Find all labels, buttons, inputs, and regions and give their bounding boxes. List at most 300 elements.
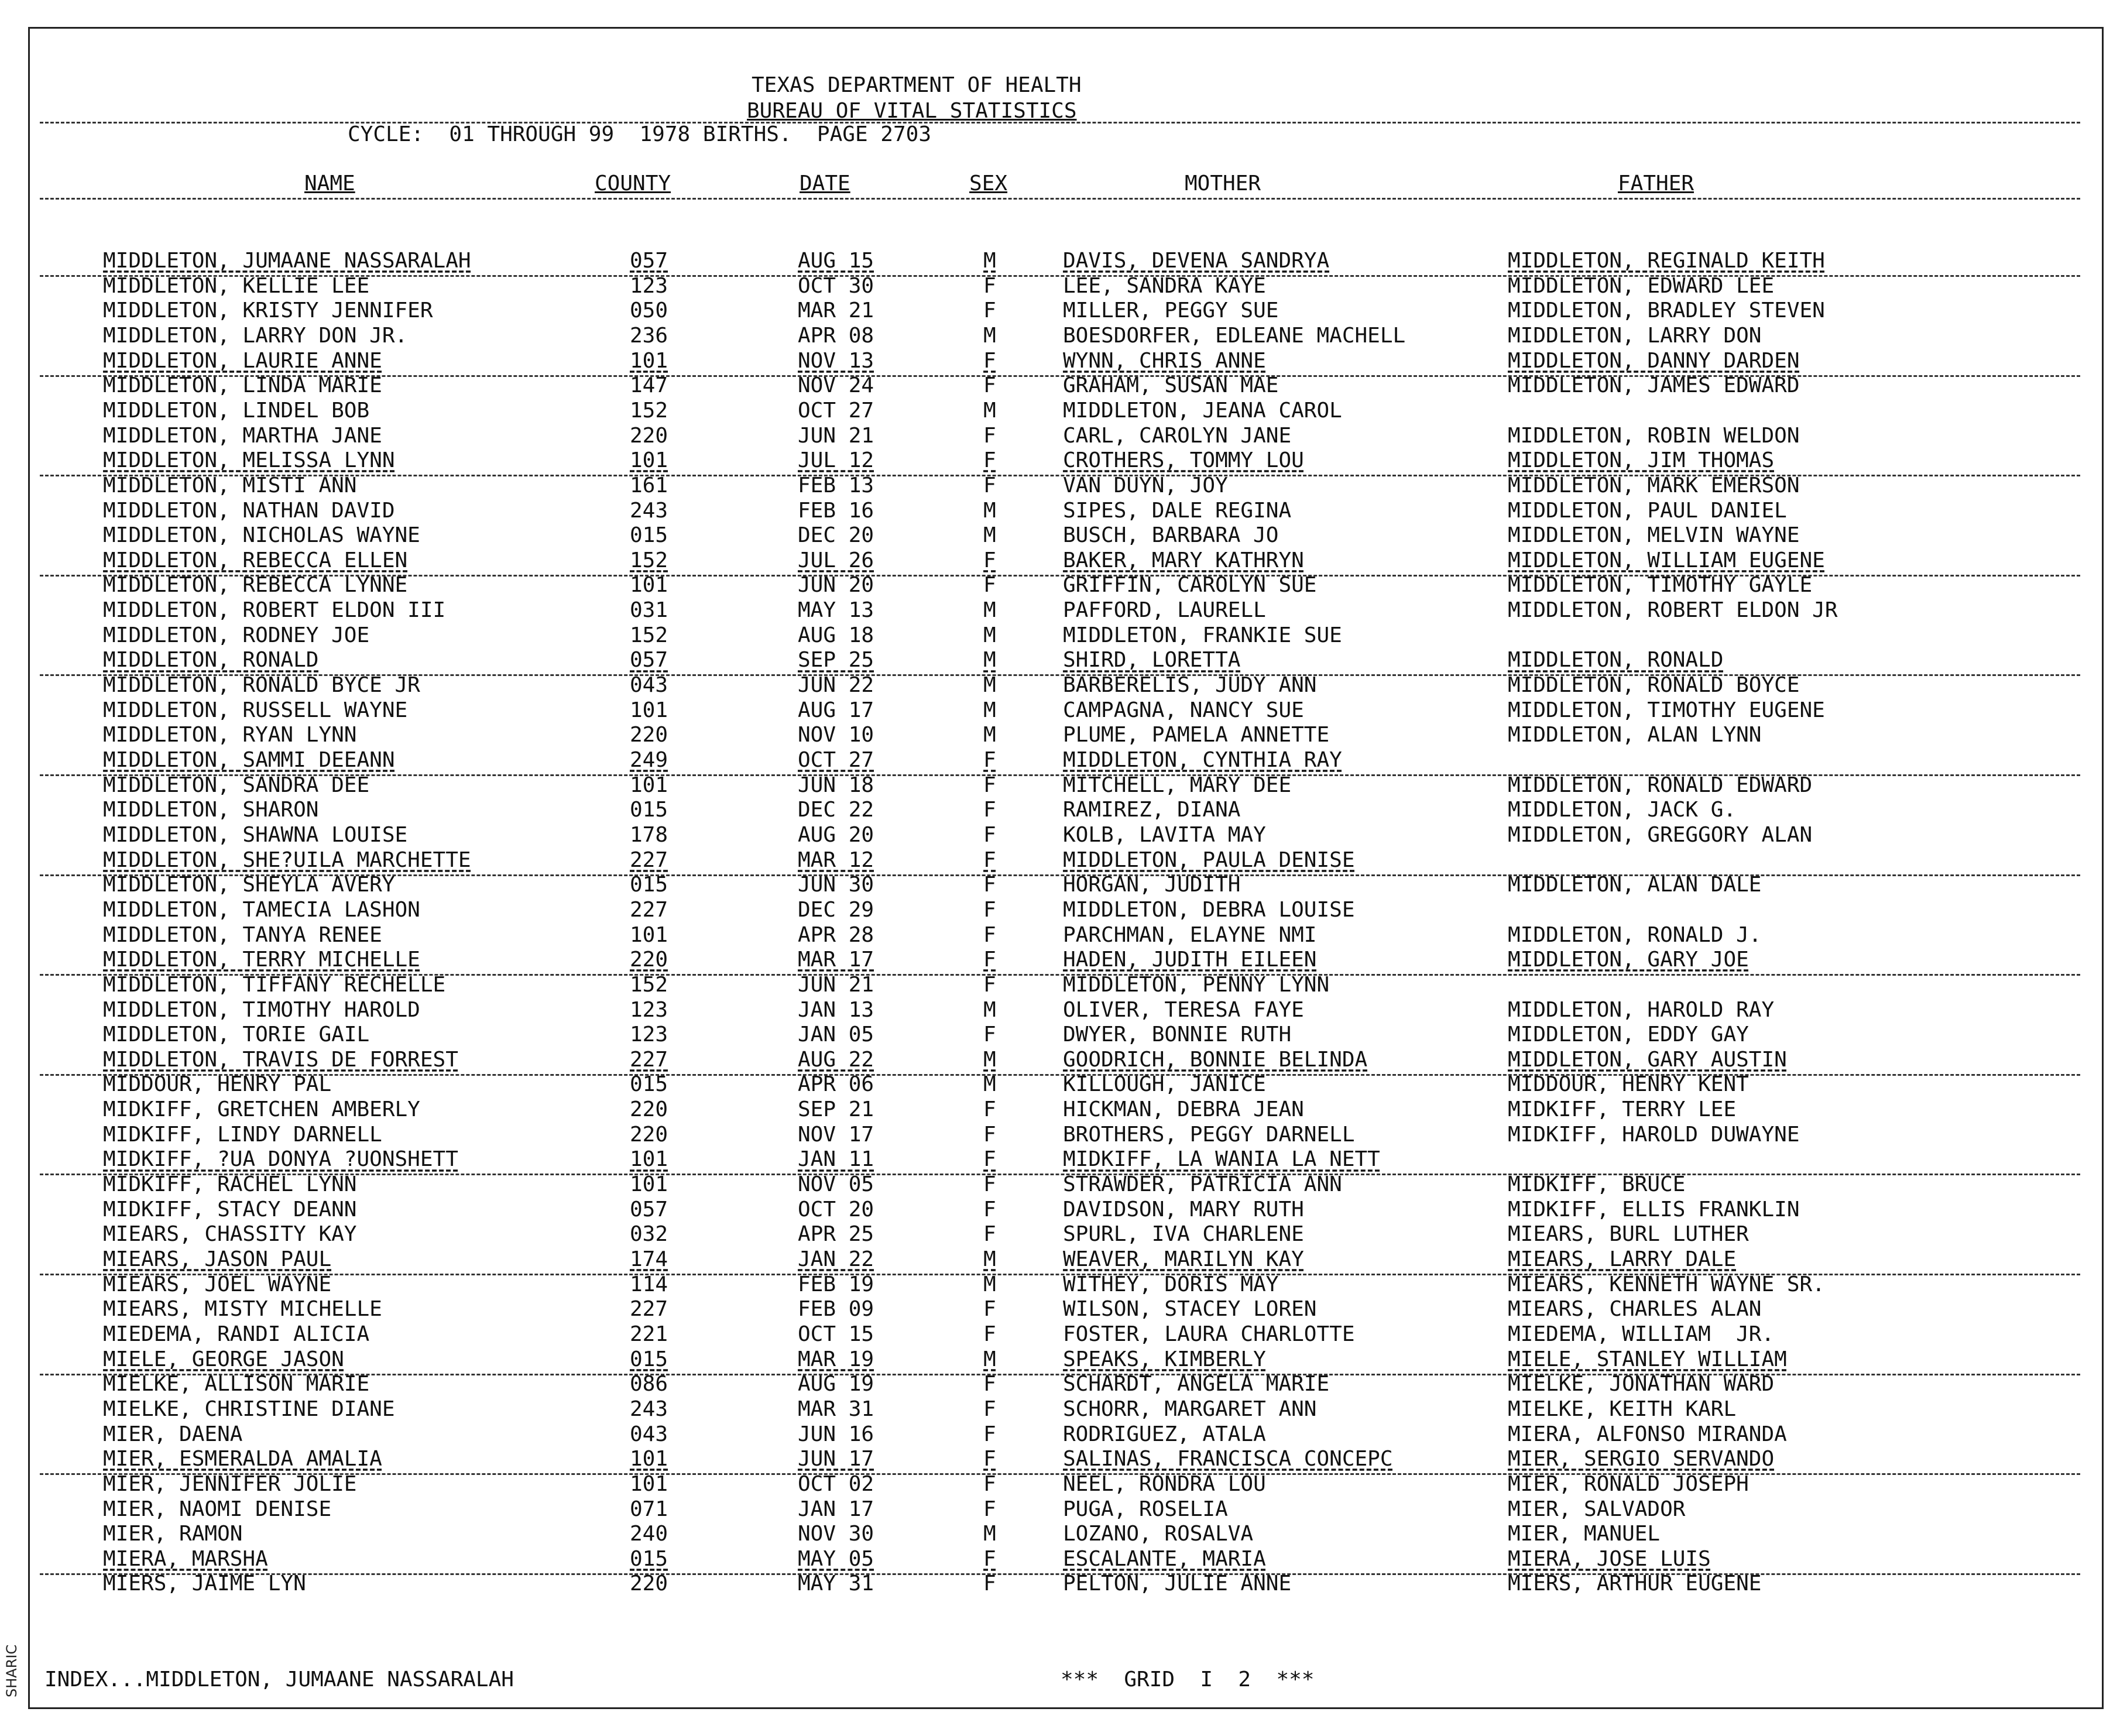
sex-cell: F — [983, 773, 996, 797]
date-cell: SEP 21 — [798, 1097, 874, 1122]
father-cell: MIDKIFF, BRUCE — [1508, 1172, 1686, 1197]
name-cell: MIDDLETON, NICHOLAS WAYNE — [103, 523, 420, 548]
name-cell: MIDDLETON, SAMMI DEEANN — [103, 748, 395, 772]
sex-cell: M — [983, 1522, 996, 1546]
table-row — [0, 423, 2107, 451]
sex-cell: F — [983, 948, 996, 972]
side-label: SHARIC — [4, 1644, 20, 1697]
county-cell: 220 — [630, 948, 668, 972]
date-cell: OCT 27 — [798, 398, 874, 423]
date-cell: APR 28 — [798, 922, 874, 947]
mother-cell: DAVIDSON, MARY RUTH — [1063, 1197, 1304, 1222]
date-cell: APR 25 — [798, 1222, 874, 1247]
father-cell: MIELE, STANLEY WILLIAM — [1508, 1347, 1787, 1371]
name-cell: MIDDLETON, SANDRA DEE — [103, 773, 370, 797]
sex-cell: F — [983, 1197, 996, 1222]
table-row — [0, 600, 2107, 625]
table-row — [0, 700, 2107, 725]
table-row — [0, 475, 2107, 500]
mother-cell: GRAHAM, SUSAN MAE — [1063, 373, 1279, 398]
date-cell: AUG 18 — [798, 623, 874, 647]
father-cell: MIDDLETON, GREGGORY ALAN — [1508, 822, 1813, 847]
mother-cell: MIDDLETON, FRANKIE SUE — [1063, 623, 1342, 647]
column-header-county: COUNTY — [595, 171, 671, 195]
sex-cell: M — [983, 323, 996, 348]
sex-cell: F — [983, 1497, 996, 1521]
header-rule — [40, 122, 2080, 123]
table-row — [0, 1324, 2107, 1349]
mother-cell: MIDKIFF, LA WANIA LA NETT — [1063, 1147, 1380, 1172]
mother-cell: SPEAKS, KIMBERLY — [1063, 1347, 1266, 1371]
table-row — [0, 325, 2107, 351]
name-cell: MIDDOUR, HENRY PAL — [103, 1072, 332, 1097]
sex-cell: M — [983, 523, 996, 548]
name-cell: MIDDLETON, TAMECIA LASHON — [103, 897, 420, 922]
name-cell: MIDDLETON, SHAWNA LOUISE — [103, 822, 408, 847]
table-row — [0, 1349, 2107, 1374]
county-cell: 032 — [630, 1222, 668, 1247]
name-cell: MIER, NAOMI DENISE — [103, 1497, 332, 1521]
date-cell: SEP 25 — [798, 648, 874, 673]
county-cell: 123 — [630, 1023, 668, 1047]
county-cell: 086 — [630, 1372, 668, 1397]
county-cell: 101 — [630, 773, 668, 797]
sex-cell: F — [983, 1322, 996, 1346]
name-cell: MIDDLETON, TANYA RENEE — [103, 922, 382, 947]
table-row — [0, 1199, 2107, 1224]
date-cell: JAN 17 — [798, 1497, 874, 1521]
county-cell: 057 — [630, 249, 668, 273]
father-cell: MIDDLETON, ALAN DALE — [1508, 873, 1762, 897]
date-cell: AUG 19 — [798, 1372, 874, 1397]
name-cell: MIDDLETON, SHE?UILA MARCHETTE — [103, 848, 471, 872]
father-cell: MIDDLETON, RONALD J. — [1508, 922, 1762, 947]
name-cell: MIDDLETON, RUSSELL WAYNE — [103, 698, 408, 722]
sex-cell: M — [983, 673, 996, 698]
father-cell: MIDDLETON, ROBIN WELDON — [1508, 423, 1800, 448]
county-cell: 043 — [630, 1422, 668, 1446]
county-cell: 220 — [630, 1122, 668, 1147]
mother-cell: CROTHERS, TOMMY LOU — [1063, 448, 1304, 473]
date-cell: NOV 05 — [798, 1172, 874, 1197]
table-row — [0, 949, 2107, 975]
mother-cell: STRAWDER, PATRICIA ANN — [1063, 1172, 1342, 1197]
sex-cell: F — [983, 748, 996, 772]
date-cell: MAY 31 — [798, 1572, 874, 1596]
mother-cell: LEE, SANDRA KAYE — [1063, 273, 1266, 298]
father-cell: MIDDLETON, HAROLD RAY — [1508, 997, 1775, 1022]
sex-cell: F — [983, 1372, 996, 1397]
table-row — [0, 348, 2107, 376]
county-cell: 221 — [630, 1322, 668, 1346]
table-row — [0, 1299, 2107, 1324]
date-cell: JUN 21 — [798, 972, 874, 997]
county-cell: 015 — [630, 1347, 668, 1371]
name-cell: MIDDLETON, REBECCA ELLEN — [103, 548, 408, 572]
sex-cell: M — [983, 997, 996, 1022]
county-cell: 220 — [630, 1097, 668, 1122]
name-cell: MIDDLETON, SHARON — [103, 798, 319, 822]
sex-cell: F — [983, 573, 996, 598]
father-cell: MIDDLETON, REGINALD KEITH — [1508, 249, 1825, 273]
father-cell: MIDDLETON, DANNY DARDEN — [1508, 348, 1800, 373]
county-cell: 101 — [630, 348, 668, 373]
father-cell: MIDDLETON, EDDY GAY — [1508, 1023, 1749, 1047]
county-cell: 174 — [630, 1247, 668, 1271]
father-cell: MIDDLETON, RONALD — [1508, 648, 1724, 673]
county-cell: 236 — [630, 323, 668, 348]
county-cell: 220 — [630, 423, 668, 448]
name-cell: MIDDLETON, RONALD BYCE JR — [103, 673, 420, 698]
county-cell: 227 — [630, 848, 668, 872]
sex-cell: M — [983, 723, 996, 747]
header-title: TEXAS DEPARTMENT OF HEALTH — [752, 73, 1082, 97]
sex-cell: M — [983, 648, 996, 673]
date-cell: JUL 12 — [798, 448, 874, 473]
county-cell: 043 — [630, 673, 668, 698]
date-cell: NOV 13 — [798, 348, 874, 373]
county-cell: 227 — [630, 1047, 668, 1072]
mother-cell: SCHORR, MARGARET ANN — [1063, 1397, 1317, 1421]
father-cell: MIER, SALVADOR — [1508, 1497, 1686, 1521]
name-cell: MIELKE, ALLISON MARIE — [103, 1372, 370, 1397]
father-cell: MIDKIFF, ELLIS FRANKLIN — [1508, 1197, 1800, 1222]
county-cell: 101 — [630, 1147, 668, 1172]
county-cell: 101 — [630, 1172, 668, 1197]
name-cell: MIDDLETON, LAURIE ANNE — [103, 348, 382, 373]
county-cell: 057 — [630, 648, 668, 673]
date-cell: FEB 13 — [798, 473, 874, 498]
father-cell: MIDDLETON, GARY AUSTIN — [1508, 1047, 1787, 1072]
table-row — [0, 1249, 2107, 1274]
father-cell: MIDDLETON, MELVIN WAYNE — [1508, 523, 1800, 548]
mother-cell: MIDDLETON, DEBRA LOUISE — [1063, 897, 1355, 922]
father-cell: MIERS, ARTHUR EUGENE — [1508, 1572, 1762, 1596]
table-row — [0, 1174, 2107, 1199]
table-row — [0, 300, 2107, 325]
father-cell: MIDDLETON, BRADLEY STEVEN — [1508, 299, 1825, 323]
mother-cell: MITCHELL, MARY DEE — [1063, 773, 1292, 797]
county-cell: 178 — [630, 822, 668, 847]
table-row — [0, 1224, 2107, 1249]
name-cell: MIDDLETON, TRAVIS DE FORREST — [103, 1047, 458, 1072]
county-cell: 220 — [630, 1572, 668, 1596]
name-cell: MIDKIFF, GRETCHEN AMBERLY — [103, 1097, 420, 1122]
mother-cell: HORGAN, JUDITH — [1063, 873, 1241, 897]
mother-cell: MIDDLETON, CYNTHIA RAY — [1063, 748, 1342, 772]
sex-cell: F — [983, 448, 996, 473]
date-cell: MAR 19 — [798, 1347, 874, 1371]
date-cell: FEB 16 — [798, 498, 874, 523]
sex-cell: F — [983, 1023, 996, 1047]
mother-cell: SHIRD, LORETTA — [1063, 648, 1241, 673]
sex-cell: F — [983, 1297, 996, 1322]
mother-cell: WEAVER, MARILYN KAY — [1063, 1247, 1304, 1271]
name-cell: MIDDLETON, RONALD — [103, 648, 319, 673]
column-header-name: NAME — [304, 171, 355, 195]
date-cell: JUN 16 — [798, 1422, 874, 1446]
name-cell: MIDDLETON, LINDA MARIE — [103, 373, 382, 398]
father-cell: MIER, SERGIO SERVANDO — [1508, 1447, 1775, 1471]
name-cell: MIDKIFF, RACHEL LYNN — [103, 1172, 357, 1197]
sex-cell: M — [983, 1272, 996, 1296]
name-cell: MIDDLETON, TERRY MICHELLE — [103, 948, 420, 972]
table-row — [0, 1374, 2107, 1399]
date-cell: OCT 20 — [798, 1197, 874, 1222]
county-cell: 101 — [630, 448, 668, 473]
mother-cell: FOSTER, LAURA CHARLOTTE — [1063, 1322, 1355, 1346]
mother-cell: GRIFFIN, CAROLYN SUE — [1063, 573, 1317, 598]
sex-cell: F — [983, 423, 996, 448]
mother-cell: BARBERELIS, JUDY ANN — [1063, 673, 1317, 698]
column-header-rule — [40, 198, 2080, 200]
name-cell: MIDDLETON, KELLIE LEE — [103, 273, 370, 298]
date-cell: MAY 13 — [798, 598, 874, 623]
date-cell: MAR 21 — [798, 299, 874, 323]
county-cell: 050 — [630, 299, 668, 323]
date-cell: MAR 17 — [798, 948, 874, 972]
sex-cell: M — [983, 1047, 996, 1072]
table-row — [0, 775, 2107, 800]
county-cell: 015 — [630, 873, 668, 897]
name-cell: MIER, RAMON — [103, 1522, 243, 1546]
father-cell: MIER, RONALD JOSEPH — [1508, 1471, 1749, 1496]
county-cell: 015 — [630, 523, 668, 548]
table-row — [0, 874, 2107, 900]
sex-cell: F — [983, 1222, 996, 1247]
date-cell: JUN 20 — [798, 573, 874, 598]
county-cell: 123 — [630, 273, 668, 298]
name-cell: MIER, DAENA — [103, 1422, 243, 1446]
table-row — [0, 675, 2107, 700]
name-cell: MIDDLETON, TIMOTHY HAROLD — [103, 997, 420, 1022]
father-cell: MIDDLETON, RONALD BOYCE — [1508, 673, 1800, 698]
table-row — [0, 1149, 2107, 1174]
county-cell: 071 — [630, 1497, 668, 1521]
father-cell: MIDDLETON, ROBERT ELDON JR — [1508, 598, 1838, 623]
mother-cell: LOZANO, ROSALVA — [1063, 1522, 1254, 1546]
father-cell: MIEARS, LARRY DALE — [1508, 1247, 1737, 1271]
date-cell: AUG 20 — [798, 822, 874, 847]
date-cell: JUN 18 — [798, 773, 874, 797]
table-row — [0, 1546, 2107, 1574]
name-cell: MIDDLETON, JUMAANE NASSARALAH — [103, 249, 471, 273]
date-cell: DEC 22 — [798, 798, 874, 822]
sex-cell: F — [983, 1447, 996, 1471]
father-cell: MIDDLETON, GARY JOE — [1508, 948, 1749, 972]
name-cell: MIDDLETON, SHEYLA AVERY — [103, 873, 395, 897]
mother-cell: PAFFORD, LAURELL — [1063, 598, 1266, 623]
father-cell: MIEARS, BURL LUTHER — [1508, 1222, 1749, 1247]
header-bureau: BUREAU OF VITAL STATISTICS — [747, 99, 1077, 123]
date-cell: FEB 09 — [798, 1297, 874, 1322]
father-cell: MIEARS, KENNETH WAYNE SR. — [1508, 1272, 1825, 1296]
father-cell: MIEARS, CHARLES ALAN — [1508, 1297, 1762, 1322]
county-cell: 249 — [630, 748, 668, 772]
mother-cell: KILLOUGH, JANICE — [1063, 1072, 1266, 1097]
mother-cell: RAMIREZ, DIANA — [1063, 798, 1241, 822]
father-cell: MIELKE, JONATHAN WARD — [1508, 1372, 1775, 1397]
county-cell: 031 — [630, 598, 668, 623]
mother-cell: BUSCH, BARBARA JO — [1063, 523, 1279, 548]
name-cell: MIEDEMA, RANDI ALICIA — [103, 1322, 370, 1346]
sex-cell: M — [983, 623, 996, 647]
county-cell: 015 — [630, 1072, 668, 1097]
county-cell: 147 — [630, 373, 668, 398]
mother-cell: MIDDLETON, PAULA DENISE — [1063, 848, 1355, 872]
father-cell: MIDDLETON, TIMOTHY EUGENE — [1508, 698, 1825, 722]
name-cell: MIEARS, MISTY MICHELLE — [103, 1297, 382, 1322]
county-cell: 152 — [630, 548, 668, 572]
date-cell: APR 08 — [798, 323, 874, 348]
mother-cell: PUGA, ROSELIA — [1063, 1497, 1228, 1521]
date-cell: JUN 30 — [798, 873, 874, 897]
name-cell: MIDDLETON, TORIE GAIL — [103, 1023, 370, 1047]
sex-cell: F — [983, 922, 996, 947]
sex-cell: F — [983, 873, 996, 897]
sex-cell: F — [983, 1422, 996, 1446]
table-row — [0, 450, 2107, 475]
sex-cell: F — [983, 822, 996, 847]
date-cell: OCT 30 — [798, 273, 874, 298]
date-cell: OCT 27 — [798, 748, 874, 772]
sex-cell: F — [983, 299, 996, 323]
sex-cell: M — [983, 1347, 996, 1371]
father-cell: MIDDLETON, RONALD EDWARD — [1508, 773, 1813, 797]
father-cell: MIDKIFF, TERRY LEE — [1508, 1097, 1737, 1122]
sex-cell: F — [983, 373, 996, 398]
mother-cell: PARCHMAN, ELAYNE NMI — [1063, 922, 1317, 947]
name-cell: MIDDLETON, MISTI ANN — [103, 473, 357, 498]
mother-cell: CAMPAGNA, NANCY SUE — [1063, 698, 1304, 722]
date-cell: MAY 05 — [798, 1546, 874, 1571]
county-cell: 101 — [630, 573, 668, 598]
county-cell: 057 — [630, 1197, 668, 1222]
sex-cell: F — [983, 1147, 996, 1172]
sex-cell: M — [983, 698, 996, 722]
date-cell: AUG 17 — [798, 698, 874, 722]
date-cell: JAN 05 — [798, 1023, 874, 1047]
name-cell: MIEARS, CHASSITY KAY — [103, 1222, 357, 1247]
sex-cell: F — [983, 1572, 996, 1596]
sex-cell: F — [983, 1122, 996, 1147]
table-row — [0, 1524, 2107, 1549]
date-cell: APR 06 — [798, 1072, 874, 1097]
sex-cell: F — [983, 1546, 996, 1571]
county-cell: 152 — [630, 398, 668, 423]
mother-cell: DWYER, BONNIE RUTH — [1063, 1023, 1292, 1047]
father-cell: MIER, MANUEL — [1508, 1522, 1661, 1546]
table-row — [0, 1424, 2107, 1449]
county-cell: 101 — [630, 1447, 668, 1471]
table-row — [0, 1573, 2107, 1598]
table-row — [0, 997, 2107, 1025]
column-header-date: DATE — [800, 171, 850, 195]
name-cell: MIDDLETON, RODNEY JOE — [103, 623, 370, 647]
date-cell: FEB 19 — [798, 1272, 874, 1296]
column-header-mother: MOTHER — [1185, 171, 1261, 195]
name-cell: MIELE, GEORGE JASON — [103, 1347, 344, 1371]
sex-cell: M — [983, 598, 996, 623]
mother-cell: WYNN, CHRIS ANNE — [1063, 348, 1266, 373]
mother-cell: CARL, CAROLYN JANE — [1063, 423, 1292, 448]
sex-cell: F — [983, 897, 996, 922]
mother-cell: GOODRICH, BONNIE BELINDA — [1063, 1047, 1368, 1072]
mother-cell: MIDDLETON, JEANA CAROL — [1063, 398, 1342, 423]
county-cell: 152 — [630, 972, 668, 997]
county-cell: 227 — [630, 897, 668, 922]
sex-cell: F — [983, 798, 996, 822]
county-cell: 220 — [630, 723, 668, 747]
father-cell: MIDDLETON, LARRY DON — [1508, 323, 1762, 348]
county-cell: 101 — [630, 922, 668, 947]
table-row — [0, 850, 2107, 875]
mother-cell: SALINAS, FRANCISCA CONCEPC — [1063, 1447, 1393, 1471]
date-cell: JAN 22 — [798, 1247, 874, 1271]
name-cell: MIDDLETON, MARTHA JANE — [103, 423, 382, 448]
mother-cell: ESCALANTE, MARIA — [1063, 1546, 1266, 1571]
table-row — [0, 750, 2107, 775]
sex-cell: F — [983, 1397, 996, 1421]
mother-cell: BAKER, MARY KATHRYN — [1063, 548, 1304, 572]
mother-cell: WILSON, STACEY LOREN — [1063, 1297, 1317, 1322]
name-cell: MIER, ESMERALDA AMALIA — [103, 1447, 382, 1471]
mother-cell: RODRIGUEZ, ATALA — [1063, 1422, 1266, 1446]
sex-cell: M — [983, 249, 996, 273]
county-cell: 243 — [630, 1397, 668, 1421]
date-cell: JUN 17 — [798, 1447, 874, 1471]
table-row — [0, 1074, 2107, 1099]
table-row — [0, 922, 2107, 950]
sex-cell: M — [983, 1072, 996, 1097]
table-row — [0, 725, 2107, 750]
sex-cell: F — [983, 548, 996, 572]
father-cell: MIDDLETON, WILLIAM EUGENE — [1508, 548, 1825, 572]
date-cell: NOV 24 — [798, 373, 874, 398]
father-cell: MIDDLETON, TIMOTHY GAYLE — [1508, 573, 1813, 598]
table-row — [0, 1449, 2107, 1474]
sex-cell: F — [983, 848, 996, 872]
name-cell: MIDDLETON, TIFFANY RECHELLE — [103, 972, 446, 997]
table-row — [0, 273, 2107, 301]
sex-cell: F — [983, 972, 996, 997]
mother-cell: DAVIS, DEVENA SANDRYA — [1063, 249, 1330, 273]
name-cell: MIDDLETON, LARRY DON JR. — [103, 323, 408, 348]
sex-cell: F — [983, 1172, 996, 1197]
name-cell: MIDKIFF, ?UA DONYA ?UONSHETT — [103, 1147, 458, 1172]
table-row — [0, 1024, 2107, 1049]
county-cell: 152 — [630, 623, 668, 647]
date-cell: JUN 22 — [798, 673, 874, 698]
table-row — [0, 897, 2107, 925]
date-cell: DEC 20 — [798, 523, 874, 548]
sex-cell: F — [983, 1471, 996, 1496]
mother-cell: WITHEY, DORIS MAY — [1063, 1272, 1279, 1296]
mother-cell: PLUME, PAMELA ANNETTE — [1063, 723, 1330, 747]
name-cell: MIEARS, JASON PAUL — [103, 1247, 332, 1271]
table-row — [0, 1499, 2107, 1524]
table-row — [0, 650, 2107, 675]
mother-cell: KOLB, LAVITA MAY — [1063, 822, 1266, 847]
mother-cell: BOESDORFER, EDLEANE MACHELL — [1063, 323, 1406, 348]
column-header-father: FATHER — [1618, 171, 1694, 195]
father-cell: MIDDOUR, HENRY KENT — [1508, 1072, 1749, 1097]
table-row — [0, 972, 2107, 1000]
sex-cell: F — [983, 273, 996, 298]
father-cell: MIDDLETON, MARK EMERSON — [1508, 473, 1800, 498]
name-cell: MIDDLETON, ROBERT ELDON III — [103, 598, 446, 623]
county-cell: 114 — [630, 1272, 668, 1296]
